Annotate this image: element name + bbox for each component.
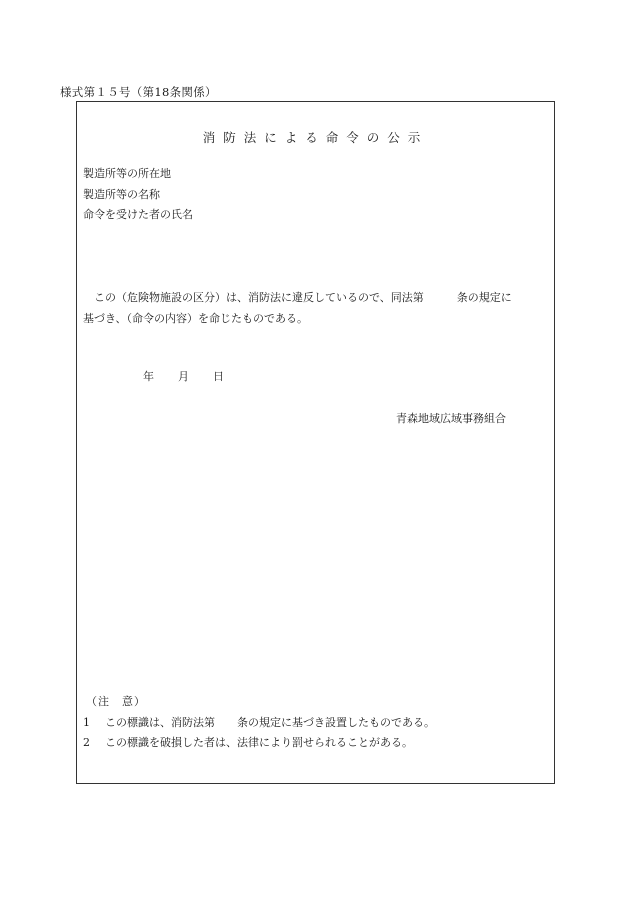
date-year-label: 年: [143, 370, 154, 383]
issuer-name: 青森地域広域事務組合: [396, 412, 506, 425]
note-number: 1: [83, 715, 90, 729]
note-item: [83, 733, 435, 754]
field-name-label: 製造所等の名称: [83, 187, 160, 201]
note-text: この標識を破損した者は、法律により罰せられることがある。: [105, 736, 413, 749]
note-number: 2: [83, 736, 90, 749]
field-location-label: 製造所等の所在地: [83, 167, 171, 180]
note-item: [83, 713, 435, 734]
form-number: 様式第１５号（第18条関係）: [60, 85, 217, 99]
field-recipient-label: 命令を受けた者の氏名: [83, 208, 193, 221]
notice-frame: [76, 101, 555, 784]
notes-section: [83, 692, 435, 754]
order-statement: [83, 288, 545, 329]
date-month-label: 月: [178, 370, 189, 383]
notice-title: 消防法による命令の公示: [202, 130, 429, 145]
date-line: [143, 368, 224, 384]
notes-heading: （注 意）: [86, 695, 146, 708]
note-text: この標識は、消防法第 条の規定に基づき設置したものである。: [105, 715, 435, 729]
order-statement-line-1: この（危険物施設の区分）は、消防法に違反しているので、同法第 条の規定に: [83, 291, 512, 304]
order-statement-line-2: 基づき、（命令の内容）を命じたものである。: [83, 311, 309, 325]
date-day-label: 日: [213, 370, 224, 383]
facility-fields: [83, 164, 193, 226]
